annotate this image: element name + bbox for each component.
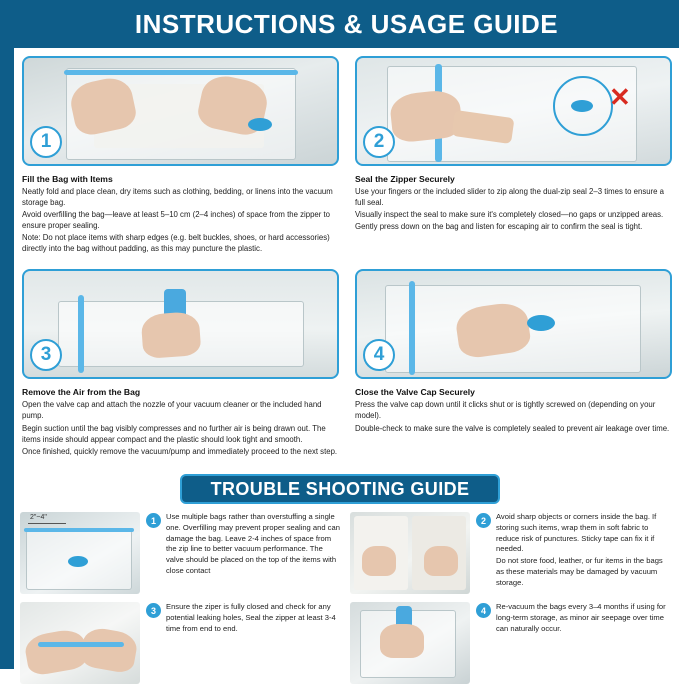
troubleshooting-copy-1-line-1: Use multiple bags rather than overstuffing a single one. Overfilling may prevent proper sealing and can damage the bag. Leave 2-4 inches of space from the zip line to better vacuum performance. The valve should be placed on the top of the items with close contact: [166, 512, 340, 575]
step-3: [22, 269, 339, 457]
step-1-body: [22, 186, 339, 254]
troubleshooting-copy-3-line-1: Ensure the ziper is fully closed and check for any potential leaking holes, Seal the zipper at least 3-4 time from end to end.: [166, 602, 336, 633]
step-3-body-line-3: Once finished, quickly remove the vacuum/pump and immediately proceed to the next step.: [22, 446, 338, 456]
troubleshooting-text-4: [476, 602, 672, 684]
troubleshooting-number-4: 4: [476, 603, 491, 618]
step-2-photo: [355, 56, 672, 166]
troubleshooting-number-1: 1: [146, 513, 161, 528]
step-4-body: [355, 399, 672, 433]
step-3-body-line-2: Begin suction until the bag visibly compresses and no further air is being drawn out. The items inside should appear compact and the plastic should look tight and smooth.: [22, 423, 326, 444]
step-1-number: 1: [30, 126, 62, 158]
troubleshooting-item-3: [20, 602, 342, 684]
troubleshooting-copy-4: [496, 602, 672, 684]
troubleshooting-number-2: 2: [476, 513, 491, 528]
troubleshooting-row-1: [20, 512, 672, 594]
steps-row-bottom: [22, 269, 672, 457]
troubleshooting-text-3: [146, 602, 342, 684]
troubleshooting-image-4: [350, 602, 470, 684]
troubleshooting-copy-1: [166, 512, 342, 594]
step-3-title: Remove the Air from the Bag: [22, 387, 141, 398]
step-1-photo: [22, 56, 339, 166]
step-2-number: 2: [363, 126, 395, 158]
step-4-photo: [355, 269, 672, 379]
red-x-icon: ✕: [609, 82, 631, 112]
step-2-body-line-3: Gently press down on the bag and listen for escaping air to confirm the seal is tight.: [355, 222, 643, 232]
troubleshooting-text-1: [146, 512, 342, 594]
steps-row-top: [22, 56, 672, 255]
troubleshooting-copy-3: [166, 602, 342, 684]
step-1-body-line-1: Neatly fold and place clean, dry items such as clothing, bedding, or linens into the vacuum storage bag.: [22, 187, 333, 208]
step-4-number: 4: [363, 339, 395, 371]
troubleshooting-copy-4-line-1: Re-vacuum the bags every 3–4 months if using for long-term storage, as minor air seepage over time can naturally occur.: [496, 602, 666, 633]
step-3-number: 3: [30, 339, 62, 371]
step-1: [22, 56, 339, 255]
step-2-body: [355, 186, 672, 232]
troubleshooting-image-2: [350, 512, 470, 594]
troubleshooting-row-2: [20, 602, 672, 684]
troubleshooting-copy-2-line-2: Do not store food, leather, or fur items in the bags as these materials may be damaged by vacuum storage.: [496, 556, 663, 587]
troubleshooting-title: TROUBLE SHOOTING GUIDE: [210, 478, 470, 499]
step-1-body-line-3: Note: Do not place items with sharp edges (e.g. belt buckles, shoes, or hard accessories) directly into the bag without padding, as this may puncture the plastic.: [22, 233, 330, 254]
step-1-body-line-2: Avoid overfilling the bag—leave at least 5–10 cm (2–4 inches) of space from the zipper to ensure proper sealing.: [22, 210, 331, 231]
step-2-title: Seal the Zipper Securely: [355, 174, 455, 184]
step-4-body-line-1: Press the valve cap down until it clicks shut or is tightly screwed on (depending on your model).: [355, 400, 656, 421]
step-2: [355, 56, 672, 255]
troubleshooting-item-1: [20, 512, 342, 594]
step-3-body-line-1: Open the valve cap and attach the nozzle of your vacuum cleaner or the included hand pump.: [22, 400, 322, 421]
dimension-line: [28, 523, 66, 524]
step-4: [355, 269, 672, 457]
step-4-title: Close the Valve Cap Securely: [355, 387, 475, 398]
page-header: [14, 0, 679, 48]
troubleshooting-item-4: [350, 602, 672, 684]
step-2-body-line-1: Use your fingers or the included slider to zip along the dual-zip seal 2–3 times to ensure a full seal.: [355, 187, 665, 208]
page-title: INSTRUCTIONS & USAGE GUIDE: [134, 8, 559, 39]
step-1-title: Fill the Bag with Items: [22, 174, 113, 184]
step-3-body: [22, 399, 339, 456]
troubleshooting-image-3: [20, 602, 140, 684]
step-2-body-line-2: Visually inspect the seal to make sure it's completely closed—no gaps or unzipped areas.: [355, 210, 664, 220]
instructions-section: [22, 56, 672, 458]
troubleshooting-image-1: [20, 512, 140, 594]
troubleshooting-item-2: [350, 512, 672, 594]
step-3-photo: [22, 269, 339, 379]
troubleshooting-copy-2-line-1: Avoid sharp objects or corners inside the bag. If storing such items, wrap them in soft fabric to reduce risk of punctures. Sticky tape can fix it if needed.: [496, 512, 657, 554]
troubleshooting-header: [180, 474, 500, 504]
left-accent-bar: [0, 0, 14, 669]
troubleshooting-number-3: 3: [146, 603, 161, 618]
step-4-body-line-2: Double-check to make sure the valve is completely sealed to prevent air leakage over time.: [355, 423, 670, 433]
troubleshooting-copy-2: [496, 512, 672, 594]
dimension-label: 2"~4": [30, 514, 47, 521]
troubleshooting-section: [20, 512, 672, 692]
troubleshooting-text-2: [476, 512, 672, 594]
